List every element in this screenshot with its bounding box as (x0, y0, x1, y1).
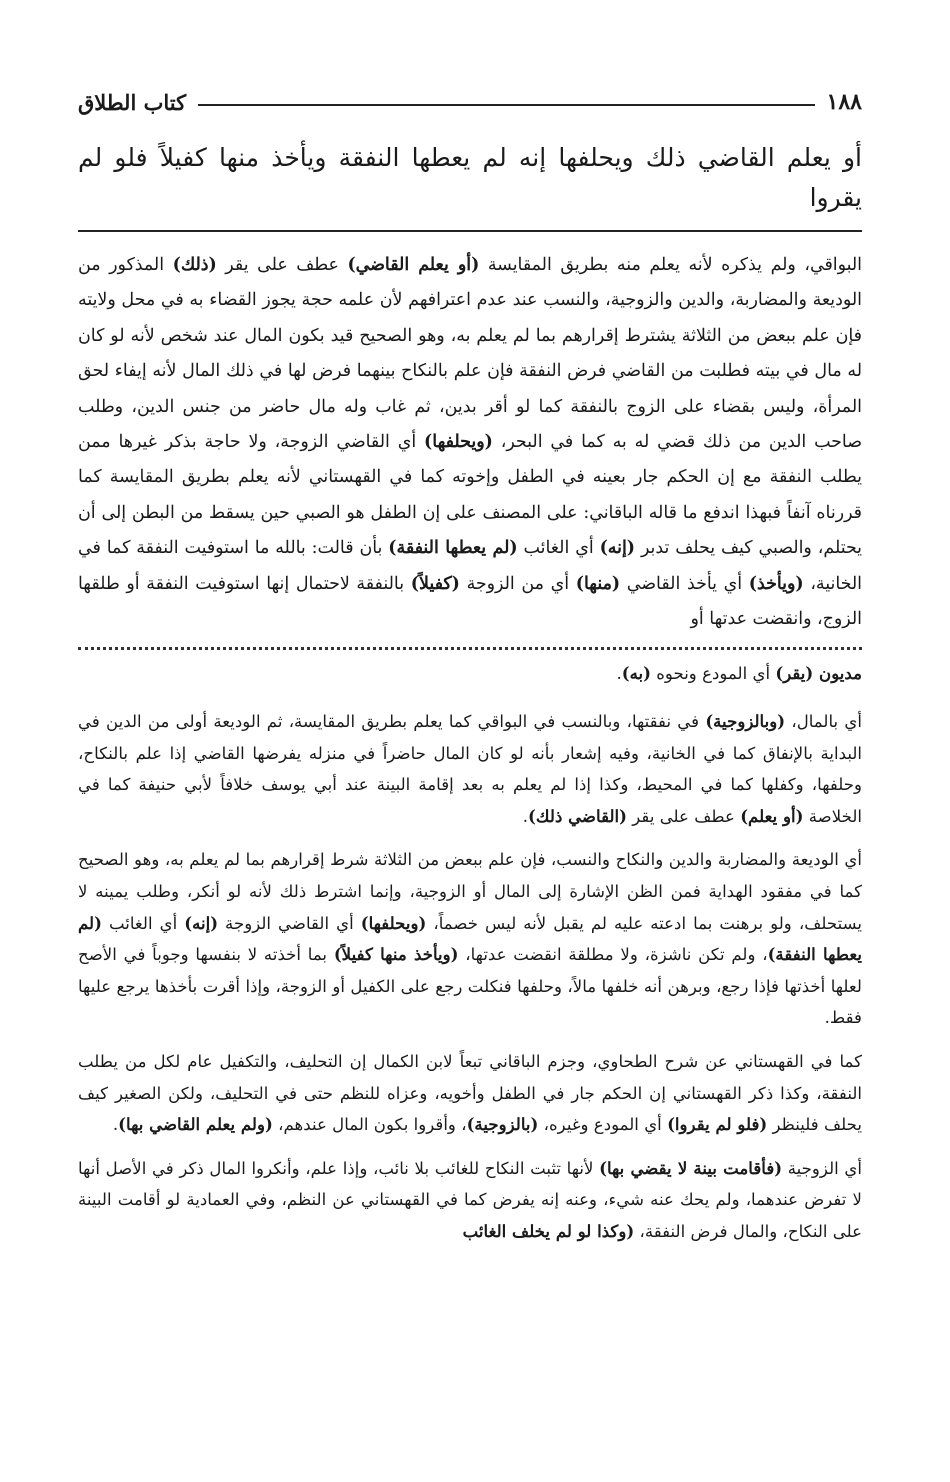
bold-quote: (لم يعطها النفقة) (78, 912, 862, 965)
matn-text: أو يعلم القاضي ذلك ويحلفها إنه لم يعطها النفقة ويأخذ منها كفيلاً فلو لم يقروا (78, 143, 862, 212)
bold-quote: (ويأخذ منها كفيلاً) (333, 944, 459, 965)
text-run: أي الوديعة والمضاربة والدين والنكاح والنسب، فإن علم ببعض من الثلاثة شرط إقرارهم بما لم يعلم به، وهو الصحيح كما في مفقود الهداية فمن الظن الإشارة إلى المال أو الزوجية، وإنما اشترط ذلك لأنه لو أنكر، وطلب يمينه لا يستحلف، ولو برهنت بما ادعته عليه لم يقبل لأنه ليس خصماً، (78, 850, 862, 933)
text-run: بالنفقة لاحتمال إنها استوفيت النفقة أو طلقها الزوج، وانقضت عدتها أو (78, 573, 862, 630)
text-run: ، ولم تكن ناشزة، ولا مطلقة انقضت عدتها، (458, 945, 768, 965)
text-run: عطف على يقر (216, 255, 348, 275)
running-header (78, 84, 862, 120)
bold-quote: (إنه) (599, 538, 636, 559)
text-run: البواقي، ولم يذكره لأنه يعلم منه بطريق المقايسة (479, 255, 862, 275)
text-run: . (112, 1115, 119, 1135)
text-run: أي المودع ونحوه (650, 664, 776, 684)
text-run: بما أخذته لا بنفسها وجوباً في الأصح لعلها أخذتها فإذا رجع، وبرهن أنه خلفها مالاً، وحلفها فنكلت رجع على الكفيل أو الزوجة، وإذا أقرت بأخذها يرجع عليها فقط. (78, 945, 862, 1028)
text-run: لأنها تثبت النكاح للغائب بلا نائب، وإذا علم، وأنكروا المال ذكر في الأصل أنها لا تفرض عندهما، ولم يحك عنه شيء، وعنه إنه يفرض كما في القهستاني عن النظم، وفي العمادية لو أقامت البينة على النكاح، والمال فرض النفقة، (78, 1158, 862, 1241)
text-run: . (522, 806, 529, 826)
hashiya-paragraph (78, 1153, 862, 1248)
hashiya-paragraph (78, 706, 862, 832)
text-run: بأن قالت: بالله ما استوفيت النفقة كما في الخانية، (78, 538, 862, 594)
text-run: المذكور من الوديعة والمضاربة، والدين والزوجية، والنسب عند عدم اعترافهم لأن علمه حجة يجوز القضاء به في محل ولايته فإن علم ببعض من الثلاثة يشترط إقرارهم بما لم يعلم به، وهو الصحيح قيد بكون المال عند شخص لأنه لو كان له مال في بيته فطلبت من القاضي فرض النفقة فإن علم بالنكاح بينهما فرض لها في ذلك المال لأنه إيفاء لحق المرأة، وليس بقضاء على الزوج بالنفقة كما لو أقر بدين، ثم غاب وله مال حاضر من جنس الدين، وطلب صاحب الدين من ذلك قضي له به كما في البحر، (78, 255, 862, 453)
text-run: أي الغائب (101, 913, 185, 933)
text-run: كما في القهستاني عن شرح الطحاوي، وجزم الباقاني تبعاً لابن الكمال إن التحليف، والتكفيل عام لكل من يطلب النفقة، وكذا ذكر القهستاني إن الحكم جار في الطفل وأخويه، وعزاه للنظم حتى في التحليف، ولكن الصغير كيف يحلف فلينظر (78, 1052, 862, 1135)
text-run: أي بالمال، (785, 712, 862, 732)
bold-quote: (وبالزوجية) (705, 711, 786, 732)
bold-quote: (أو يعلم) (740, 805, 804, 826)
bold-quote: (القاضي ذلك) (528, 805, 627, 826)
bold-quote: (به) (621, 663, 651, 684)
text-run: أي من الزوجة (459, 573, 576, 594)
header-rule (198, 104, 814, 106)
bold-quote: (ويحلفها) (424, 432, 493, 453)
bold-quote: (وكذا لو لم يخلف الغائب (462, 1220, 635, 1241)
matn-rule (78, 230, 862, 232)
bold-quote: (إنه) (184, 912, 219, 933)
bold-quote: (بالزوجية) (466, 1114, 539, 1135)
text-run: أي القاضي الزوجة (218, 913, 361, 933)
footnote-separator (78, 647, 862, 650)
bold-quote: (ذلك) (172, 255, 217, 275)
hashiya-paragraph (78, 844, 862, 1034)
bold-quote: (ويحلفها) (360, 912, 427, 933)
text-run: عطف على يقر (627, 806, 741, 826)
page-number: ١٨٨ (826, 89, 862, 115)
hashiya-paragraph (78, 1046, 862, 1141)
hashiya-paragraph (78, 658, 862, 690)
bold-quote: (ولم يعلم القاضي بها) (118, 1114, 273, 1135)
bold-quote: (فأقامت بينة لا يقضي بها) (599, 1157, 783, 1178)
bold-quote: (فلو لم يقروا) (667, 1114, 768, 1135)
bold-quote: (أو يعلم القاضي) (347, 255, 480, 275)
bold-quote: (ويأخذ) (748, 573, 804, 594)
bold-quote: مديون (يقر) (775, 663, 862, 684)
text-run: أي يأخذ القاضي (620, 573, 749, 594)
text-run: في نفقتها، وبالنسب في البواقي كما يعلم بطريق المقايسة، ثم الوديعة أولى من الدين في البداية بالإنفاق كما في الخانية، وفيه إشعار بأنه لو كان المال حاضراً في منزله يفرضها القاضي إذا علم بالنكاح، وحلفها، وكفلها كما في المحيط، وكذا إذا لم يعلم به بعد إقامة البينة عند أبي يوسف خلافاً لأبي حنيفة كما في الخلاصة (78, 712, 862, 826)
text-run: أي المودع وغيره، (538, 1115, 668, 1135)
sharh-commentary (78, 248, 862, 637)
text-run: أي القاضي الزوجة، ولا حاجة بذكر غيرها ممن يطلب النفقة مع إن الحكم جار بعينه في الطفل وإخوته كما في القهستاني لأنه يعلم بطريق المقايسة كما قررناه آنفاً فبهذا اندفع ما قاله الباقاني: على المصنف على إن الطفل هو الصبي حين يسقط من البطن إلى أن يحتلم، والصبي كيف يحلف تدبر (78, 432, 863, 559)
hashiya-notes (78, 658, 862, 1247)
book-page (78, 84, 862, 1260)
bold-quote: (لم يعطها النفقة) (388, 538, 518, 559)
bold-quote: (كفيلاً) (410, 573, 460, 594)
text-run: أي الزوجية (782, 1158, 862, 1178)
text-run: . (616, 664, 622, 684)
bold-quote: (منها) (575, 573, 621, 594)
text-run: ، وأقروا بكون المال عندهم، (272, 1115, 467, 1135)
text-run: أي الغائب (517, 538, 600, 559)
book-title: كتاب الطلاق (78, 89, 187, 115)
